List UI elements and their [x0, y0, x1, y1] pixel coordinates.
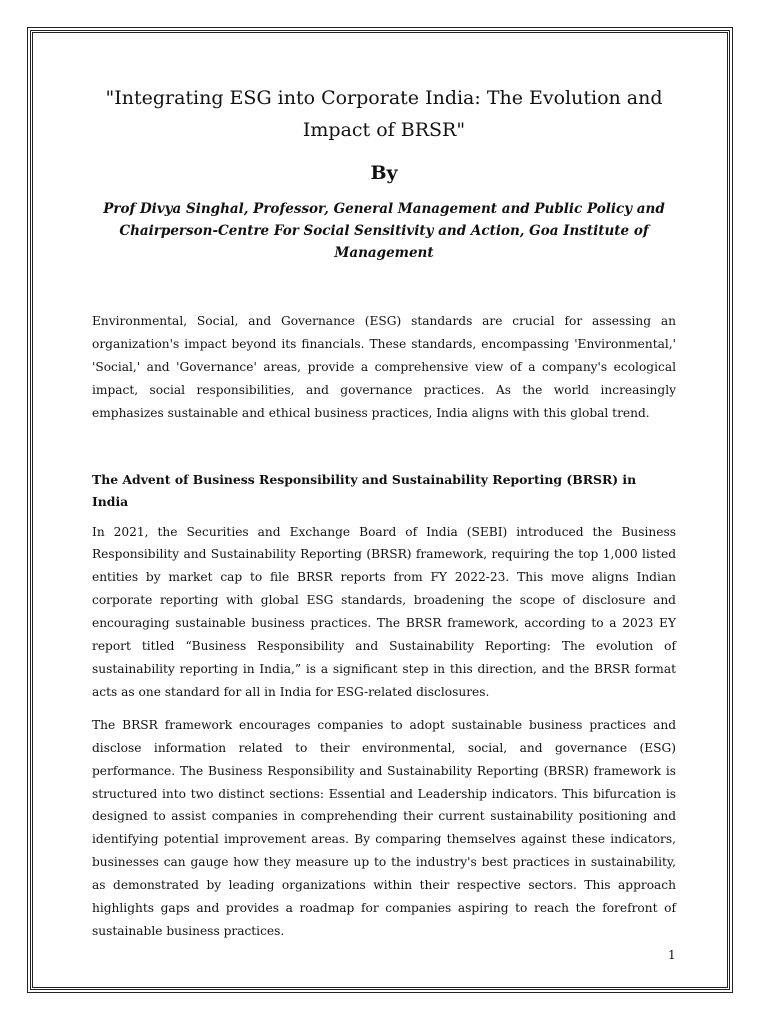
byline: By [370, 162, 398, 184]
section-heading: The Advent of Business Responsibility and Sustainability Reporting (BRSR) in India [92, 471, 637, 509]
page-number: 1 [668, 948, 676, 962]
body-paragraph-2: The BRSR framework encourages companies to adopt sustainable business practices and disclose information related to their environmental, social, and governance (ESG) performance. The Business Responsibility and Sustainability Reporting (BRSR) framework is structured into two distinct sections: Essential and Leadership indicators. This bifurcation is designed to assist companies in comprehending their current sustainability positioning and identifying potential improvement areas. By comparing themselves against these indicators, businesses can gauge how they measure up to the industry's best practices in sustainability, as demonstrated by leading organizations within their respective sectors. This approach highlights gaps and provides a roadmap for companies aspiring to reach the forefront of sustainable business practices. [92, 717, 676, 938]
document-body [92, 82, 676, 943]
intro-paragraph: Environmental, Social, and Governance (ESG) standards are crucial for assessing an organization's impact beyond its financials. These standards, encompassing 'Environmental,' 'Social,' and 'Governance' areas, provide a comprehensive view of a company's ecological impact, social responsibilities, and governance practices. As the world increasingly emphasizes sustainable and ethical business practices, India aligns with this global trend. [92, 314, 676, 420]
document-title: "Integrating ESG into Corporate India: The Evolution and Impact of BRSR" [105, 87, 663, 141]
author-affiliation: Prof Divya Singhal, Professor, General Management and Public Policy and Chairperson-Centre For Social Sensitivity and Action, Goa Institute of Management [103, 201, 665, 261]
body-paragraph-1: In 2021, the Securities and Exchange Board of India (SEBI) introduced the Business Responsibility and Sustainability Reporting (BRSR) framework, requiring the top 1,000 listed entities by market cap to file BRSR reports from FY 2022-23. This move aligns Indian corporate reporting with global ESG standards, broadening the scope of disclosure and encouraging sustainable business practices. The BRSR framework, according to a 2023 EY report titled “Business Responsibility and Sustainability Reporting: The evolution of sustainability reporting in India,” is a significant step in this direction, and the BRSR format acts as one standard for all in India for ESG-related disclosures. [92, 524, 676, 699]
